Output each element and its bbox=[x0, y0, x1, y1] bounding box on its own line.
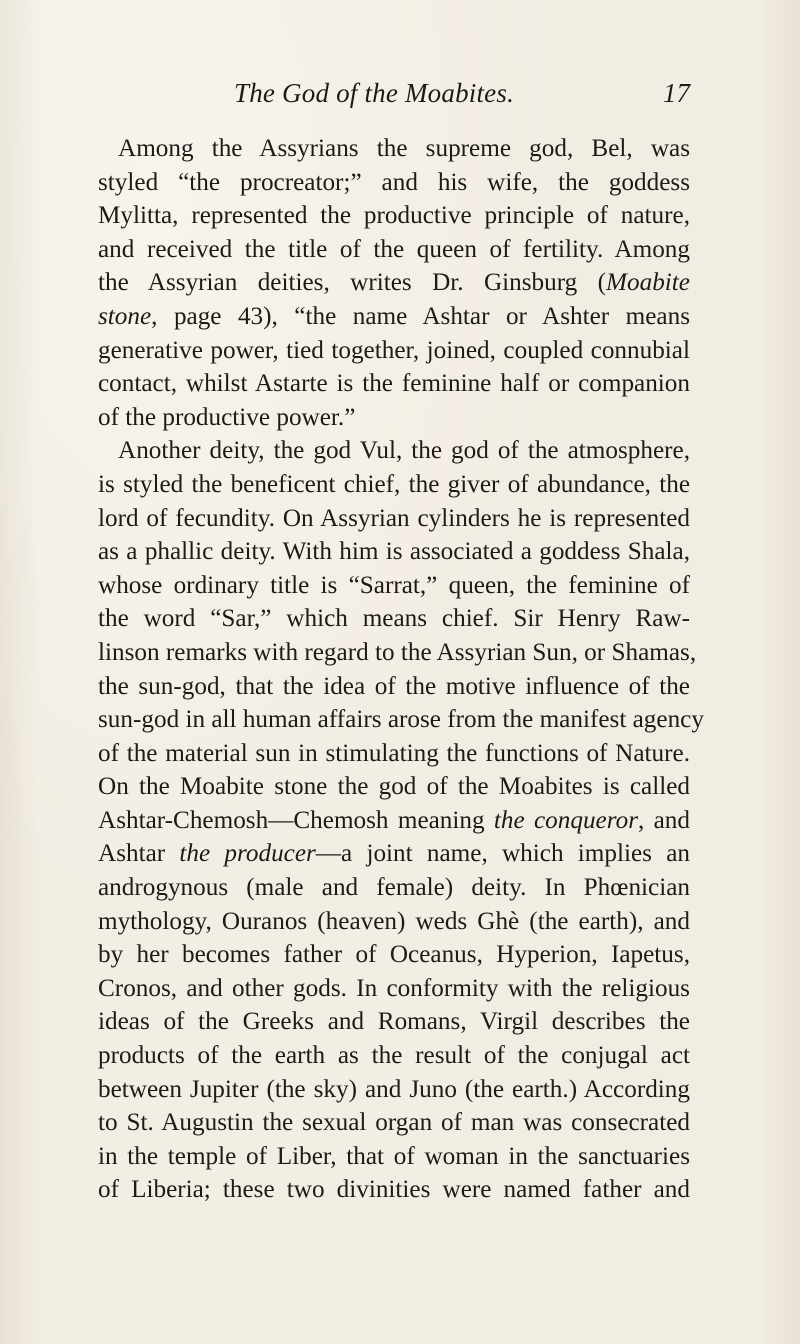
text-line: sun-god in all human affairs arose from the manifest agency bbox=[98, 706, 704, 734]
text-line: generative power, tied together, joined, coupled connubial bbox=[98, 336, 690, 364]
italic-phrase: the conqueror bbox=[493, 806, 638, 834]
text-line: and received the title of the queen of fertility. Among bbox=[98, 235, 690, 263]
text-line bbox=[98, 266, 690, 300]
text-line: of the material sun in stimulating the functions of Nature. bbox=[98, 739, 690, 767]
text-line bbox=[98, 837, 690, 871]
text-line: by her becomes father of Oceanus, Hyperion, Iapetus, bbox=[98, 941, 690, 969]
text-line: products of the earth as the result of the conjugal act bbox=[98, 1042, 690, 1070]
text-line: whose ordinary title is “Sarrat,” queen, the feminine of bbox=[98, 571, 690, 599]
text-line: androgynous (male and female) deity. In Phœnician bbox=[98, 874, 690, 902]
text-line: styled “the procreator;” and his wife, the goddess bbox=[98, 168, 690, 196]
text-line: of Liberia; these two divinities were named father and bbox=[98, 1176, 690, 1204]
text-line: Another deity, the god Vul, the god of the atmosphere, bbox=[118, 437, 690, 465]
text-line bbox=[98, 804, 690, 838]
text-line: between Jupiter (the sky) and Juno (the earth.) According bbox=[98, 1075, 690, 1103]
text-line: lord of fecundity. On Assyrian cylinders he is represented bbox=[98, 504, 690, 532]
text-line: the word “Sar,” which means chief. Sir Henry Raw- bbox=[98, 605, 690, 633]
text-segment: Ashtar-Chemosh—Chemosh meaning bbox=[98, 806, 494, 834]
text-line: linson remarks with regard to the Assyrian Sun, or Shamas, bbox=[98, 638, 697, 666]
text-line bbox=[98, 300, 690, 334]
text-line: Cronos, and other gods. In conformity with the religious bbox=[98, 974, 690, 1002]
text-segment: Ashtar bbox=[98, 840, 180, 868]
text-segment: , page 43), “the name Ashtar or Ashter means bbox=[151, 302, 690, 330]
text-segment: , and bbox=[638, 806, 690, 834]
text-line: in the temple of Liber, that of woman in the sanctuaries bbox=[98, 1142, 690, 1170]
text-line: Mylitta, represented the productive principle of nature, bbox=[98, 202, 690, 230]
italic-title: stone bbox=[98, 302, 152, 330]
text-line: to St. Augustin the sexual organ of man was consecrated bbox=[98, 1109, 690, 1137]
italic-phrase: the producer bbox=[179, 840, 316, 868]
text-segment: —a joint name, which implies an bbox=[315, 840, 690, 868]
running-head: The God of the Moabites. bbox=[234, 78, 515, 108]
text-line: as a phallic deity. With him is associated a goddess Shala, bbox=[98, 538, 690, 566]
text-line: On the Moabite stone the god of the Moabites is called bbox=[98, 773, 690, 801]
page-number: 17 bbox=[663, 78, 690, 108]
italic-title: Moabite bbox=[606, 269, 690, 297]
page-header bbox=[98, 78, 690, 120]
text-line: of the productive power.” bbox=[98, 403, 356, 431]
text-segment: the Assyrian deities, writes Dr. Ginsburg ( bbox=[98, 269, 607, 297]
body-text bbox=[98, 132, 704, 1207]
text-line: is styled the beneficent chief, the giver of abundance, the bbox=[98, 470, 690, 498]
text-line: the sun-god, that the idea of the motive influence of the bbox=[98, 672, 690, 700]
text-line: ideas of the Greeks and Romans, Virgil describes the bbox=[98, 1008, 690, 1036]
text-line: contact, whilst Astarte is the feminine half or companion bbox=[98, 370, 690, 398]
text-line: Among the Assyrians the supreme god, Bel, was bbox=[118, 135, 690, 162]
text-line: mythology, Ouranos (heaven) weds Ghè (the earth), and bbox=[98, 907, 690, 935]
